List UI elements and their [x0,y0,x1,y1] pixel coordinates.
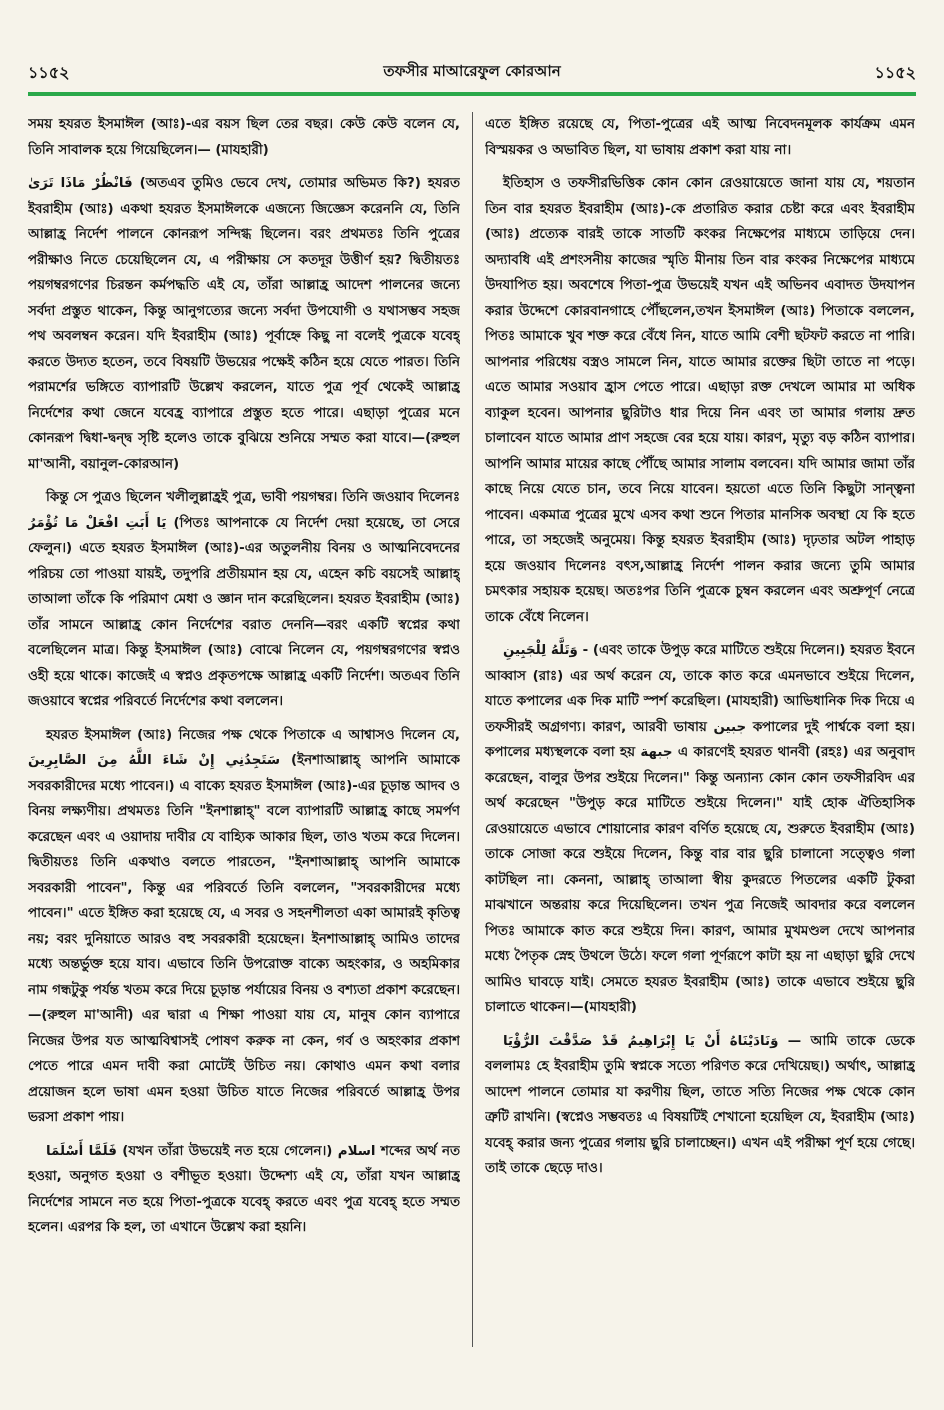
book-title: তফসীর মাআরেফুল কোরআন [383,62,561,80]
left-column [28,112,460,1347]
paragraph: এতে ইঙ্গিত রয়েছে যে, পিতা-পুত্রের এই আত্ম নিবেদনমূলক কার্যক্রম এমন বিস্ময়কর ও অভাবিত ছিল, যা ভাষায় প্রকাশ করা যায় না। [485,117,915,158]
header-rule [28,92,916,96]
paragraph: কিন্তু সে পুত্রও ছিলেন খলীলুল্লাহ্রই পুত্র, ভাবী পয়গম্বর। তিনি জওয়াব দিলেনঃ يَا أَبَتِ افْعَلْ مَا تُؤْمَرُ (পিতঃ আপনাকে যে নির্দেশ দেয়া হয়েছে, তা সেরে ফেলুন।) এতে হযরত ইসমাঈল (আঃ)-এর অতুলনীয় বিনয় ও আত্মনিবেদনের পরিচয় তো পাওয়া যায়ই, তদুপরি প্রতীয়মান হয় যে, এহেন কচি বয়সেই আল্লাহ্ তাআলা তাঁকে কি পরিমাণ মেধা ও জ্ঞান দান করেছিলেন। হযরত ইবরাহীম (আঃ) তাঁর সামনে আল্লাহ্র কোন নির্দেশের বরাত দেননি—বরং একটি স্বপ্নের কথা বলেছিলেন মাত্র। কিন্তু ইসমাঈল (আঃ) বোঝে নিলেন যে, পয়গম্বরগণের স্বপ্নও ওহী হয়ে থাকে। কাজেই এ স্বপ্নও প্রকৃতপক্ষে আল্লাহ্র একটি নির্দেশ। অতএব তিনি জওয়াবে স্বপ্নের পরিবর্তে নির্দেশের কথা বললেন। [28,490,460,709]
right-column [485,112,915,1347]
paragraph: সময় হযরত ইসমাঈল (আঃ)-এর বয়স ছিল তের বছর। কেউ কেউ বলেন যে, তিনি সাবালক হয়ে গিয়েছিলেন।— (মাযহারী) [28,117,460,158]
page-number-left: ১১৫২ [28,63,70,82]
column-divider [472,112,473,1347]
page-number-right: ১১৫২ [874,63,916,82]
paragraph: فَلَمَّا أَسْلَمَا (যখন তাঁরা উভয়েই নত হয়ে গেলেন।) اسلام শব্দের অর্থ নত হওয়া, অনুগত হওয়া ও বশীভূত হওয়া। উদ্দেশ্য এই যে, তাঁরা যখন আল্লাহ্র নির্দেশের সামনে নত হয়ে পিতা-পুত্রকে যবেহ্ করতে এবং পুত্র যবেহ্ হতে সম্মত হলেন। এরপর কি হল, তা এখানে উল্লেখ করা হয়নি। [28,1143,460,1235]
paragraph: وَتَلَّهُ لِلْجَبِينِ - (এবং তাকে উপুড় করে মাটিতে শুইয়ে দিলেন।) হযরত ইবনে আব্বাস (রাঃ) এর অর্থ করেন যে, তাকে কাত করে এমনভাবে শুইয়ে দিলেন, যাতে কপালের এক দিক মাটি স্পর্শ করেছিল। (মাযহারী) আভিধানিক দিক দিয়ে এ তফসীরই অগ্রগণ্য। কারণ, আরবী ভাষায় جبين কপালের দুই পার্শ্বকে বলা হয়। কপালের মধ্যস্থলকে বলা হয় جبهة এ কারণেই হযরত থানবী (রহঃ) এর অনুবাদ করেছেন, বালুর উপর শুইয়ে দিলেন।" কিন্তু অন্যান্য কোন কোন তফসীরবিদ এর অর্থ করেছেন "উপুড় করে মাটিতে শুইয়ে দিলেন।" যাই হোক ঐতিহাসিক রেওয়ায়েতে এভাবে শোয়ানোর কারণ বর্ণিত হয়েছে যে, শুরুতে ইবরাহীম (আঃ) তাকে সোজা করে শুইয়ে দিলেন, কিন্তু বার বার ছুরি চালানো সত্ত্বেও গলা কাটছিল না। কেননা, আল্লাহ্ তাআলা স্বীয় কুদরতে পিতলের একটি টুকরা মাঝখানে অন্তরায় করে দিয়েছিলেন। তখন পুত্র নিজেই আবদার করে বললেন পিতঃ আমাকে কাত করে শুইয়ে দিন। কারণ, আমার মুখমণ্ডল দেখে আপনার মধ্যে পৈতৃক স্নেহ উথলে উঠে। ফলে গলা পূর্ণরূপে কাটা হয় না এছাড়া ছুরি দেখে আমিও ঘাবড়ে যাই। সেমতে হযরত ইবরাহীম (আঃ) তাকে এভাবে শুইয়ে ছুরি চালাতে থাকেন।—(মাযহারী) [485,643,915,1015]
paragraph: ইতিহাস ও তফসীরভিত্তিক কোন কোন রেওয়ায়েতে জানা যায় যে, শয়তান তিন বার হযরত ইবরাহীম (আঃ)-কে প্রতারিত করার চেষ্টা করে এবং ইবরাহীম (আঃ) প্রত্যেক বারই তাকে সাতটি কংকর নিক্ষেপের মাধ্যমে তাড়িয়ে দেন। অদ্যাবধি এই প্রশংসনীয় কাজের স্মৃতি মীনায় তিন বার কংকর নিক্ষেপের মাধ্যমে উদযাপিত হয়। অবশেষে পিতা-পুত্র উভয়েই যখন এই অভিনব এবাদত উদযাপন করার উদ্দেশে কোরবানগাহে পৌঁছলেন,তখন ইসমাঈল (আঃ) পিতাকে বললেন, পিতঃ আমাকে খুব শক্ত করে বেঁধে নিন, যাতে আমি বেশী ছটফট করতে না পারি। আপনার পরিধেয় বস্ত্রও সামলে নিন, যাতে আমার রক্তের ছিটা তাতে না পড়ে। এতে আমার সওয়াব হ্রাস পেতে পারে। এছাড়া রক্ত দেখলে আমার মা অধিক ব্যাকুল হবেন। আপনার ছুরিটাও ধার দিয়ে নিন এবং তা আমার গলায় দ্রুত চালাবেন যাতে আমার প্রাণ সহজে বের হয়ে যায়। কারণ, মৃত্যু বড় কঠিন ব্যাপার। আপনি আমার মায়ের কাছে পৌঁছে আমার সালাম বলবেন। যদি আমার জামা তাঁর কাছে নিয়ে যেতে চান, তবে নিয়ে যাবেন। হয়তো এতে তিনি কিছুটা সান্ত্বনা পাবেন। একমাত্র পুত্রের মুখে এসব কথা শুনে পিতার মানসিক অবস্থা যে কি হতে পারে, তা সহজেই অনুমেয়। কিন্তু হযরত ইবরাহীম (আঃ) দৃঢ়তার অটল পাহাড় হয়ে জওয়াব দিলেনঃ বৎস,আল্লাহ্র নির্দেশ পালন করার জন্যে তুমি আমার চমৎকার সহায়ক হয়েছ। অতঃপর তিনি পুত্রকে চুম্বন করলেন এবং অশ্রুপূর্ণ নেত্রে তাকে বেঁধে নিলেন। [485,176,915,625]
paragraph: হযরত ইসমাঈল (আঃ) নিজের পক্ষ থেকে পিতাকে এ আশ্বাসও দিলেন যে, سَتَجِدُنِي إِنْ شَاءَ اللَّهُ مِنَ الصَّابِرِينَ (ইনশাআল্লাহ্ আপনি আমাকে সবরকারীদের মধ্যে পাবেন।) এ বাক্যে হযরত ইসমাঈল (আঃ)-এর চূড়ান্ত আদব ও বিনয় লক্ষ্যণীয়। প্রথমতঃ তিনি "ইনশাল্লাহ্" বলে ব্যাপারটি আল্লাহ্র কাছে সমর্পণ করেছেন এবং এ ওয়াদায় দাবীর যে বাহ্যিক আকার ছিল, তাও খতম করে দিলেন। দ্বিতীয়তঃ তিনি একথাও বলতে পারতেন, "ইনশাআল্লাহ্ আপনি আমাকে সবরকারী পাবেন", কিন্তু এর পরিবর্তে তিনি বললেন, "সবরকারীদের মধ্যে পাবেন।" এতে ইঙ্গিত করা হয়েছে যে, এ সবর ও সহনশীলতা একা আমারই কৃতিত্ব নয়; বরং দুনিয়াতে আরও বহু সবরকারী হয়েছেন। ইনশাআল্লাহ্ আমিও তাদের মধ্যে অন্তর্ভুক্ত হয়ে যাব। এভাবে তিনি উপরোক্ত বাক্যে অহংকার, ও অহমিকার নাম গন্ধটুকু পর্যন্ত খতম করে দিয়ে চূড়ান্ত পর্যায়ের বিনয় ও বশ্যতা প্রকাশ করেছেন।—(রুহুল মা'আনী) এর দ্বারা এ শিক্ষা পাওয়া যায় যে, মানুষ কোন ব্যাপারে নিজের উপর যত আত্মবিশ্বাসই পোষণ করুক না কেন, গর্ব ও অহংকার প্রকাশ পেতে পারে এমন দাবী করা মোটেই উচিত নয়। কোথাও এমন কথা বলার প্রয়োজন হলে ভাষা এমন হওয়া উচিত যাতে নিজের পরিবর্তে আল্লাহ্র উপর ভরসা প্রকাশ পায়। [28,727,460,1125]
page-header [28,60,916,90]
paragraph: وَنَادَيْنَاهُ أَنْ يَا إِبْرَاهِيمُ قَدْ صَدَّقْتَ الرُّؤْيَا — আমি তাকে ডেকে বললামঃ হে ইবরাহীম তুমি স্বপ্নকে সত্যে পরিণত করে দেখিয়েছ।) অর্থাৎ, আল্লাহ্র আদেশ পালনে তোমার যা করণীয় ছিল, তাতে সত্যি নিজের পক্ষ থেকে কোন ত্রুটি রাখনি। (স্বপ্নেও সম্ভবতঃ এ বিষয়টিই শেখানো হয়েছিল যে, ইবরাহীম (আঃ) যবেহ্ করার জন্য পুত্রের গলায় ছুরি চালাচ্ছেন।) এখন এই পরীক্ষা পূর্ণ হয়ে গেছে। তাই তাকে ছেড়ে দাও। [485,1033,915,1176]
paragraph: فَانْظُرْ مَاذَا تَرَىٰ (অতএব তুমিও ভেবে দেখ, তোমার অভিমত কি?) হযরত ইবরাহীম (আঃ) একথা হযরত ইসমাঈলকে এজন্যে জিজ্ঞেস করেননি যে, তিনি আল্লাহ্র নির্দেশ পালনে কোনরূপ সন্দিগ্ধ ছিলেন। বরং প্রথমতঃ তিনি পুত্রের পরীক্ষাও নিতে চেয়েছিলেন যে, এ পরীক্ষায় সে কতদূর উত্তীর্ণ হয়? দ্বিতীয়তঃ পয়গম্বরগণের চিরন্তন কর্মপদ্ধতি এই যে, তাঁরা আল্লাহ্র আদেশ পালনের জন্যে সর্বদা প্রস্তুত থাকেন, কিন্তু আনুগত্যের জন্যে সর্বদা উপযোগী ও যথাসম্ভব সহজ পথ অবলম্বন করেন। যদি ইবরাহীম (আঃ) পূর্বাহ্নে কিছু না বলেই পুত্রকে যবেহ্ করতে উদ্যত হতেন, তবে বিষয়টি উভয়ের পক্ষেই কঠিন হয়ে যেতে পারত। তিনি পরামর্শের ভঙ্গিতে ব্যাপারটি উল্লেখ করলেন, যাতে পুত্র পূর্ব থেকেই আল্লাহ্র নির্দেশের কথা জেনে যবেহ্র ব্যাপারে প্রস্তুত হতে পারে। এছাড়া পুত্রের মনে কোনরূপ দ্বিধা-দ্বন্দ্ব সৃষ্টি হলেও তাকে বুঝিয়ে শুনিয়ে সম্মত করা যাবে।—(রুহুল মা'আনী, বয়ানুল-কোরআন) [28,176,460,472]
